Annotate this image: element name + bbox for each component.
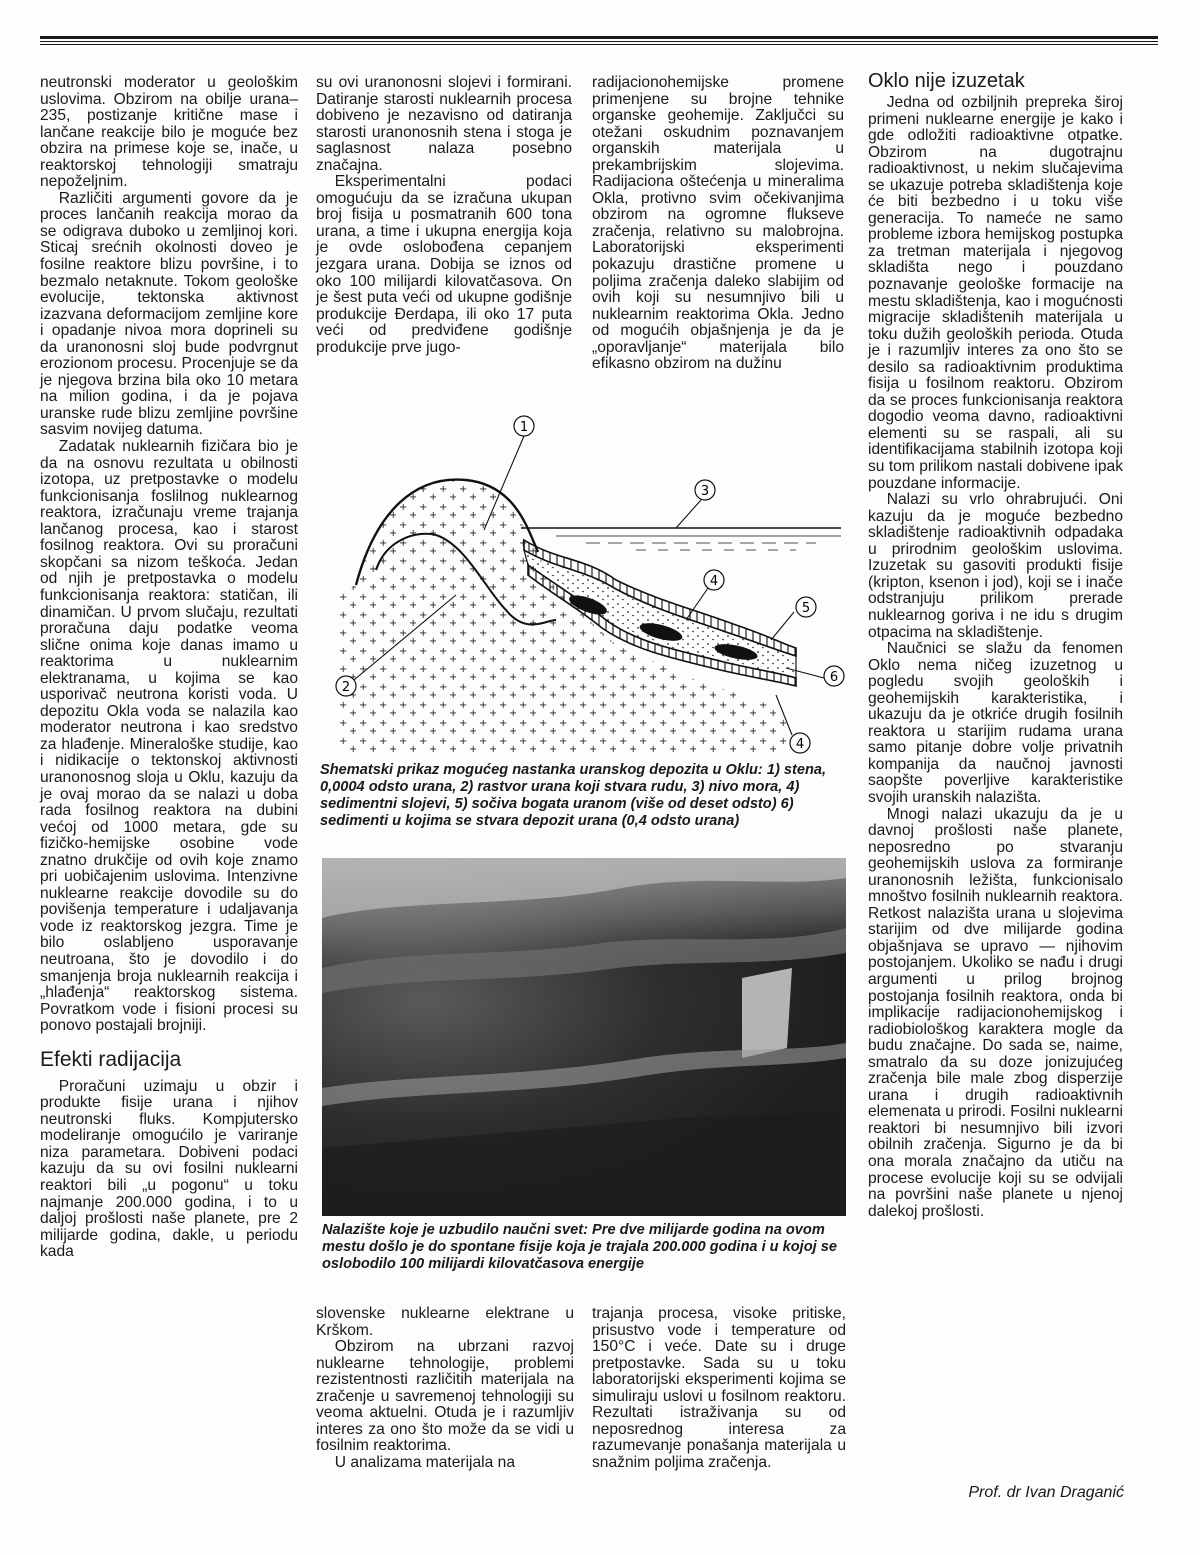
col2-paragraph-1: su ovi uranonosni slojevi i formirani. Datiranje starosti nuklearnih procesa dobiveno je nezavisno od datiranja starosti uranonosnih stena i stoga je saglasnost nalaza posebno značajna. — [316, 74, 572, 174]
author-signature: Prof. dr Ivan Draganić — [968, 1484, 1124, 1501]
column-3-bottom — [592, 1306, 846, 1471]
diagram-label-4b-text: 4 — [795, 737, 805, 752]
uranium-deposit-diagram — [316, 410, 856, 755]
diagram-label-5-text: 5 — [801, 601, 811, 616]
diagram-label-2 — [336, 676, 356, 696]
diagram-label-2-text: 2 — [341, 680, 351, 695]
diagram-label-1 — [514, 416, 534, 436]
col1-paragraph-3: Zadatak nuklearnih fizičara bio je da na osnovu rezultata u obilnosti izotopa, uz pretpostavke o modelu funkcionisanja foslilnog nuklearnog reaktora, izračunaju vreme trajanja lančanog procesa, kao i starost fosilnog reaktora. Ovi su proračuni skopčani sa nizom teškoća. Jedan od njih je pretpostavka o modelu funkcionisanja reaktora: statičan, ili dinamičan. U prvom slučaju, rezultati proračuna daju podatke veoma slične onima koje danas imamo u reaktorima u nuklearnim elektranama, u kojima se kao usporivač neutrona koristi voda. U depozitu Okla voda se nalazila kao moderator neutrona i kao sredstvo za hlađenje. Mineraloške studije, kao i nidikacije o tektonskoj aktivnosti uranonosnog sloja u Oklu, kazuju da je ovaj morao da se nalazi u doba rada fosilnog reaktora na dubini većoj od 1000 metara, gde su fizičko-hemijske osobine vode znatno drukčije od ovih koje znamo pri uobičajenim uslovima. Intenzivne nuklearne reakcije dovodile su do povišenja temperature i udaljavanja vode iz reaktorskog jezgra. Time je bilo oslabljeno usporavanje neutroana, što je dovodilo i do smanjenja broja nuklearnih reakcija i „hlađenja“ reaktorskog sistema. Povratkom vode i fisioni procesi su ponovo postajali brojniji. — [40, 438, 298, 1035]
oklo-mine-photo — [322, 858, 846, 1216]
diagram-label-4a-text: 4 — [709, 574, 719, 589]
heading-oklo-nije-izuzetak: Oklo nije izuzetak — [868, 70, 1025, 92]
diagram-label-6 — [824, 666, 844, 686]
col4-paragraph-4: Mnogi nalazi ukazuju da je u davnoj prošlosti naše planete, neposredno po stvaranju geohemijskih uslova za formiranje uranonosnih ležišta, funkcionisalo mnoštvo fosilnih nuklearnih reaktora. Retkost nalazišta urana u slojevima starijim od dve milijarde godina objašnjava se upravo — njihovim postojanjem. Ukoliko se nađu i drugi argumenti u prilog brojnog postojanja fosilnih reaktora, onda bi implikacije radijacionohemijskog i radiobiološkog karaktera mogle da budu značajne. Do sada se, naime, smatralo da su doze jonizujućeg zračenja bile male zbog disperzije urana i drugih radioaktivnih elemenata u prirodi. Fosilni nuklearni reaktori bi nesumnjivo bili izvori obilnih zračenja. Sigurno je da bi ona morala značajno da utiču na procese evolucije koji su se odvijali na površini naše planete u njenoj dalekoj prošlosti. — [868, 805, 1123, 1220]
column-4 — [868, 70, 1123, 1220]
col4-paragraph-2: Nalazi su vrlo ohrabrujući. Oni kazuju da je moguće bezbedno skladištenje radioaktivnih odpadaka u prirodnim geološkim uslovima. Izuzetak su gasoviti produkti fisije (kripton, ksenon i jod), koji se i inače odstranjuju prilikom prerade nuklearnog goriva i ne idu s drugim otpacima na skladištenje. — [868, 491, 1123, 641]
diagram-caption: Shematski prikaz mogućeg nastanka uranskog depozita u Oklu: 1) stena, 0,0004 odsto urana, 2) rastvor urana koji stvara rudu, 3) nivo mora, 4) sedimentni slojevi, 5) sočiva bogata uranom (više od deset odsto) 6) sedimenti u kojima se stvara depozit urana (0,4 odsto urana) — [320, 762, 827, 829]
diagram-label-4a — [704, 570, 724, 590]
top-rule-thin-2 — [40, 44, 1158, 45]
diagram-label-3-text: 3 — [700, 484, 710, 499]
col3-paragraph-1: radijacionohemijske promene primenjene su brojne tehnike organske geohemije. Zaključci su otežani oskudnim poznavanjem organskih materijala u prekambrijskim slojevima. Radijaciona oštećenja u mineralima Okla, protivno svim očekivanjima obzirom na ogromne flukseve zračenja, relativno su malobrojna. Laboratorijski eksperimenti pokazuju drastične promene u poljima zračenja daleko slabijim od ovih koji su nesumnjivo bili u nuklearnim reaktorima Okla. Jedno od mogućih objašnjenja je da je „oporavljanje“ materijala bilo efikasno obzirom na dužinu — [592, 74, 844, 373]
col4-paragraph-3: Naučnici se slažu da fenomen Oklo nema ničeg izuzetnog u pogledu svojih geoloških i geohemijskih karakteristika, i ukazuju da je otkriće drugih fosilnih reaktora u starijim rudama urana samo pitanje dobre volje privatnih kompanija da naučnoj javnosti saopšte poverljive karakteristike svojih uranskih nalazišta. — [868, 640, 1123, 806]
col2-paragraph-2: Eksperimentalni podaci omogućuju da se izračuna ukupan broj fisija u posmatranih 600 tona urana, a time i ukupna energija koja je ovde oslobođena cepanjem jezgara urana. Dobija se iznos od oko 100 milijardi kilovatčasova. On je šest puta veći od ukupne godišnje produkcije Đerdapa, ili oko 17 puta veći od predviđene godišnje produkcije prve jugo- — [316, 173, 572, 356]
column-1 — [40, 75, 298, 1261]
col3b-paragraph-1: trajanja procesa, visoke pritiske, prisustvo vode i temperature od 150°C i veće. Date su i druge pretpostavke. Sada su u toku laboratorijski eksperimenti kojima se simuliraju uslovi u fosilnom reaktoru. Rezultati istraživanja su od neposrednog interesa za razumevanje ponašanja materijala u snažnim poljima zračenja. — [592, 1305, 846, 1471]
col4-paragraph-1: Jedna od ozbiljnih prepreka široj primeni nuklearne energije je kako i gde odložiti radioaktivne otpatke. Obzirom na dugotrajnu radioaktivnost, u nekim slučajevima se ukazuje potreba skladištenja koje će biti bezbedno i u toku više generacija. To nameće ne samo probleme izbora hemijskog postupka za tretman materijala i njegovog skladišta nego i pouzdano poznavanje geološke formacije na mestu skladištenja, kao i mogućnosti migracije skladištenih materijala u toku dužih geoloških perioda. Otuda je i razumljiv interes za ono što se desilo sa radioaktivnim produktima fisija u fosilnom reaktoru. Obzirom da se proces funkcionisanja reaktora dogodio veoma davno, radioaktivni elementi su se raspali, ali su identifikacijama stabilnih izotopa koji su tom prilikom nastali dobivene ipak pouzdane informacije. — [868, 94, 1123, 492]
top-rule-thin-1 — [40, 41, 1158, 42]
rock-hill — [336, 480, 786, 755]
column-2-bottom — [316, 1306, 574, 1471]
diagram-label-4b — [790, 733, 810, 753]
col2b-paragraph-1: slovenske nuklearne elektrane u Krškom. — [316, 1305, 574, 1339]
col2b-paragraph-2: Obzirom na ubrzani razvoj nuklearne tehnologije, problemi rezistentnosti različitih materijala na zračenje u savremenoj tehnologiji su veoma aktuelni. Otuda je i razumljiv interes za ono što može da se vidi u fosilnim reaktorima. — [316, 1338, 574, 1455]
diagram-label-6-text: 6 — [829, 670, 839, 685]
diagram-label-1-text: 1 — [519, 420, 529, 435]
diagram-label-3 — [695, 480, 715, 500]
col1-paragraph-1: neutronski moderator u geološkim uslovima. Obzirom na obilje urana–235, postizanje kritične mase i lančane reakcije bilo je moguće bez obzira na primese koje se, inače, u reaktorskoj tehnologiji smatraju nepoželjnim. — [40, 74, 298, 191]
column-2-top — [316, 75, 572, 356]
column-3-top — [592, 75, 844, 373]
photo-caption: Nalazište koje je uzbudilo naučni svet: Pre dve milijarde godina na ovom mestu došlo je do spontane fisije koja je trajala 200.000 godina i u kojoj se oslobodilo 100 milijardi kilovatčasova energije — [322, 1222, 837, 1272]
heading-efekti-radijacija: Efekti radijacija — [40, 1047, 182, 1071]
col1-paragraph-4: Proračuni uzimaju u obzir i produkte fisije urana i njihov neutronski fluks. Kompjutersko modeliranje omogućilo je variranje niza parametara. Dobiveni podaci kazuju da su ovi fosilni nuklearni reaktori bili „u pogonu“ u toku najmanje 200.000 godina, i to u daljoj prošlosti naše planete, pre 2 milijarde godina, dakle, u periodu kada — [40, 1077, 298, 1261]
col1-paragraph-2: Različiti argumenti govore da je proces lančanih reakcija morao da se odigrava duboko u zemljinoj kori. Sticaj srećnih okolnosti doveo je fosilne reaktore blizu površine, i to bezmalo netaknute. Tokom geološke evolucije, tektonska aktivnost izazvana deformacijom zemljine kore i opadanje nivoa mora doprineli su da uranonosni sloj bude podvrgnut erozionom procesu. Procenjuje se da je njegova brzina bila oko 10 metara na milion godina, i da je pojava uranske rude blizu zemljine površine sasvim novijeg datuma. — [40, 189, 298, 439]
top-rule-thick — [40, 36, 1158, 39]
diagram-label-5 — [796, 597, 816, 617]
col2b-paragraph-3: U analizama materijala na — [334, 1453, 515, 1471]
